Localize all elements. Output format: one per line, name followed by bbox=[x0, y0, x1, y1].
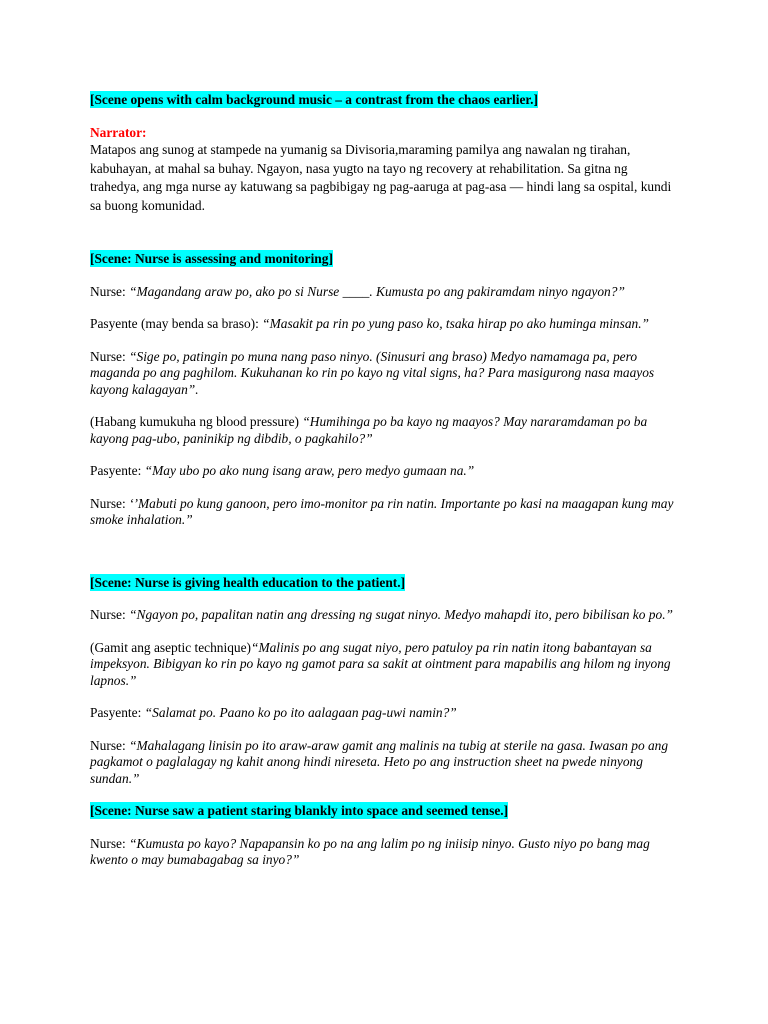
speaker: Pasyente: bbox=[90, 463, 145, 478]
speaker: Pasyente: bbox=[90, 705, 145, 720]
line: “Masakit pa rin po yung paso ko, tsaka hirap po ako huminga minsan.” bbox=[262, 316, 650, 331]
dialogue-line bbox=[90, 349, 680, 399]
dialogue-line bbox=[90, 496, 680, 529]
line: “Magandang araw po, ako po si Nurse ____. Kumusta po ang pakiramdam ninyo ngayon?” bbox=[129, 283, 625, 299]
speaker: Nurse: bbox=[90, 495, 130, 511]
scene-heading bbox=[90, 575, 680, 592]
dialogue-line bbox=[90, 640, 680, 690]
speaker: Nurse: bbox=[90, 835, 130, 851]
line: “Salamat po. Paano ko po ito aalagaan pag-uwi namin?” bbox=[144, 705, 457, 720]
line: “May ubo po ako nung isang araw, pero medyo gumaan na.” bbox=[144, 463, 475, 478]
speaker: Nurse: bbox=[90, 348, 130, 364]
scene-heading bbox=[90, 803, 680, 820]
scene-heading-text: [Scene: Nurse saw a patient staring blankly into space and seemed tense.] bbox=[90, 803, 509, 818]
speaker: Nurse: bbox=[90, 283, 130, 299]
speaker: (Gamit ang aseptic technique) bbox=[90, 639, 251, 655]
scene-heading bbox=[90, 251, 680, 268]
dialogue-line bbox=[90, 836, 680, 869]
line: “Ngayon po, papalitan natin ang dressing ng sugat ninyo. Medyo mahapdi ito, pero bibilisan ko po.” bbox=[129, 607, 673, 622]
line: “Humihinga po ba kayo ng maayos? May nararamdaman po ba kayong pag-ubo, paninikip ng dibdib, o pagkahilo?” bbox=[90, 414, 648, 446]
speaker: Nurse: bbox=[90, 737, 130, 753]
line: “Sige po, patingin po muna nang paso ninyo. (Sinusuri ang braso) Medyo namamaga pa, pero maganda po ang paghilom. Kukuhanan ko rin po kayo ng vital signs, ha? Para masigurong nasa maayos kayong kalagayan”. bbox=[90, 348, 655, 397]
speaker: (Habang kumukuha ng blood pressure) bbox=[90, 414, 303, 429]
scene-heading-text: [Scene: Nurse is assessing and monitoring] bbox=[90, 251, 333, 266]
speaker: Nurse: bbox=[90, 607, 130, 622]
narrator-label: Narrator: bbox=[90, 124, 147, 140]
dialogue-line bbox=[90, 414, 680, 447]
scene-heading-text: [Scene: Nurse is giving health education to the patient.] bbox=[90, 574, 406, 590]
line: “Kumusta po kayo? Napapansin ko po na ang lalim po ng iniisip ninyo. Gusto niyo po bang mag kwento o may bumabagabag sa inyo?” bbox=[90, 835, 650, 867]
dialogue-line bbox=[90, 463, 680, 480]
line: “Malinis po ang sugat niyo, pero patuloy pa rin natin itong babantayan sa impeksyon. Bibigyan ko rin po kayo ng gamot para sa sakit at ointment para mapabilis ang hilom ng inyong lapnos.” bbox=[90, 639, 671, 688]
dialogue-line bbox=[90, 705, 680, 722]
dialogue-line bbox=[90, 607, 680, 624]
dialogue-line bbox=[90, 284, 680, 301]
dialogue-line bbox=[90, 316, 680, 333]
speaker: Pasyente (may benda sa braso): bbox=[90, 316, 263, 331]
line: ‘’Mabuti po kung ganoon, pero imo-monitor pa rin natin. Importante po kasi na maagapan kung may smoke inhalation.” bbox=[90, 495, 674, 527]
scene-heading bbox=[90, 92, 680, 109]
dialogue-line bbox=[90, 738, 680, 788]
script-document bbox=[90, 92, 680, 885]
scene-heading-text: [Scene opens with calm background music – a contrast from the chaos earlier.] bbox=[90, 92, 538, 107]
narrator-text: Matapos ang sunog at stampede na yumanig sa Divisoria,maraming pamilya ang nawalan ng tirahan, kabuhayan, at mahal sa buhay. Ngayon, nasa yugto na tayo ng recovery at rehabilitation. Sa gitna ng trahedya, ang mga nurse ay katuwang sa pagbibigay ng pag-aaruga at pag-asa — hindi lang sa ospital, kundi sa buong komunidad. bbox=[90, 142, 672, 213]
line: “Mahalagang linisin po ito araw-araw gamit ang malinis na tubig at sterile na gasa. Iwasan po ang pagkamot o paglalagay ng kahit anong hindi nireseta. Heto po ang instruction sheet na pwede ninyong sundan.” bbox=[90, 737, 669, 786]
